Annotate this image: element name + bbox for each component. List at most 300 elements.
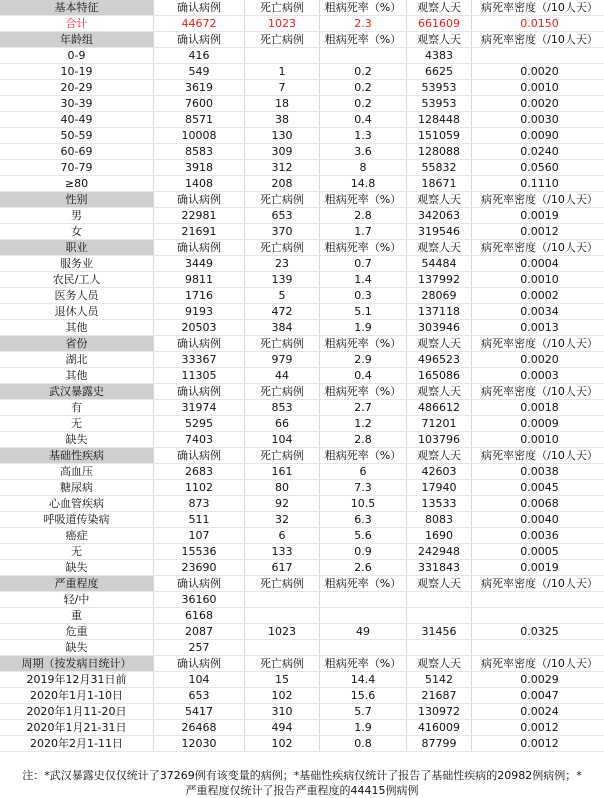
table-cell: 1408 <box>154 176 245 192</box>
table-cell: 确认病例 <box>154 656 245 672</box>
table-cell: 416009 <box>407 720 472 736</box>
table-row <box>0 640 604 656</box>
table-cell: 31974 <box>154 400 245 416</box>
table-cell: 319546 <box>407 224 472 240</box>
section-title-cell: 年龄组 <box>0 32 154 48</box>
table-cell: 0.0010 <box>472 80 604 96</box>
table-cell: 11305 <box>154 368 245 384</box>
table-cell: 653 <box>154 688 245 704</box>
table-row <box>0 480 604 496</box>
table-cell: 310 <box>245 704 320 720</box>
table-row <box>0 112 604 128</box>
row-label-cell: 心血管疾病 <box>0 496 154 512</box>
row-label-cell: 20-29 <box>0 80 154 96</box>
table-cell: 36160 <box>154 592 245 608</box>
table-cell: 1023 <box>245 624 320 640</box>
table-cell: 87799 <box>407 736 472 752</box>
table-cell: 0.0090 <box>472 128 604 144</box>
row-label-cell: 无 <box>0 416 154 432</box>
row-label-cell: 其他 <box>0 368 154 384</box>
table-cell: 8083 <box>407 512 472 528</box>
table-cell: 15536 <box>154 544 245 560</box>
section-title-cell: 省份 <box>0 336 154 352</box>
table-cell: 80 <box>245 480 320 496</box>
table-cell: 观察人天 <box>407 240 472 256</box>
row-label-cell: 呼吸道传染病 <box>0 512 154 528</box>
table-cell: 33367 <box>154 352 245 368</box>
table-cell: 128088 <box>407 144 472 160</box>
table-cell: 病死率密度（/10人天） <box>472 448 604 464</box>
table-cell <box>245 608 320 624</box>
table-cell: 151059 <box>407 128 472 144</box>
table-row <box>0 320 604 336</box>
table-cell: 139 <box>245 272 320 288</box>
table-cell <box>472 640 604 656</box>
row-label-cell: 30-39 <box>0 96 154 112</box>
table-cell: 病死率密度（/10人天） <box>472 336 604 352</box>
table-cell: 1716 <box>154 288 245 304</box>
table-row <box>0 432 604 448</box>
table-cell: 486612 <box>407 400 472 416</box>
table-cell: 12030 <box>154 736 245 752</box>
header-cell: 确认病例 <box>154 0 245 16</box>
table-cell: 粗病死率（%） <box>320 336 407 352</box>
table-cell: 0.2 <box>320 96 407 112</box>
table-cell: 0.3 <box>320 288 407 304</box>
table-cell <box>320 640 407 656</box>
table-cell: 0.0560 <box>472 160 604 176</box>
table-cell: 0.0012 <box>472 224 604 240</box>
table-cell: 病死率密度（/10人天） <box>472 32 604 48</box>
table-cell: 18671 <box>407 176 472 192</box>
table-cell: 71201 <box>407 416 472 432</box>
table-cell: 2.8 <box>320 432 407 448</box>
table-cell: 0.2 <box>320 64 407 80</box>
table-cell: 0.9 <box>320 544 407 560</box>
table-cell: 0.0012 <box>472 720 604 736</box>
table-cell: 66 <box>245 416 320 432</box>
table-cell: 242948 <box>407 544 472 560</box>
table-cell: 死亡病例 <box>245 240 320 256</box>
table-cell: 5295 <box>154 416 245 432</box>
table-cell <box>320 592 407 608</box>
row-label-cell: 缺失 <box>0 640 154 656</box>
table-cell: 103796 <box>407 432 472 448</box>
table-row <box>0 64 604 80</box>
row-label-cell: 2019年12月31日前 <box>0 672 154 688</box>
table-cell: 416 <box>154 48 245 64</box>
table-cell: 10008 <box>154 128 245 144</box>
table-row <box>0 464 604 480</box>
table-cell: 0.0047 <box>472 688 604 704</box>
table-cell: 8583 <box>154 144 245 160</box>
table-cell <box>407 608 472 624</box>
table-cell: 0.0018 <box>472 400 604 416</box>
table-cell: 18 <box>245 96 320 112</box>
table-row <box>0 80 604 96</box>
table-cell: 494 <box>245 720 320 736</box>
table-cell: 2.9 <box>320 352 407 368</box>
table-cell: 873 <box>154 496 245 512</box>
table-cell: 44672 <box>154 16 245 32</box>
table-cell: 5 <box>245 288 320 304</box>
table-cell: 0.0029 <box>472 672 604 688</box>
row-label-cell: 2020年2月1-11日 <box>0 736 154 752</box>
footnote-line: 严重程度仅统计了报告严重程度的44415例病例 <box>185 784 419 797</box>
table-cell: 死亡病例 <box>245 576 320 592</box>
table-cell: 161 <box>245 464 320 480</box>
table-cell: 0.0020 <box>472 64 604 80</box>
table-cell: 22981 <box>154 208 245 224</box>
table-cell: 观察人天 <box>407 336 472 352</box>
table-cell: 0.0034 <box>472 304 604 320</box>
table-cell: 病死率密度（/10人天） <box>472 576 604 592</box>
table-row <box>0 528 604 544</box>
table-cell: 死亡病例 <box>245 448 320 464</box>
table-cell: 0.0019 <box>472 560 604 576</box>
section-header-row <box>0 384 604 400</box>
table-cell: 0.0013 <box>472 320 604 336</box>
table-cell: 2.8 <box>320 208 407 224</box>
table-cell: 5417 <box>154 704 245 720</box>
table-cell: 165086 <box>407 368 472 384</box>
table-cell: 0.0240 <box>472 144 604 160</box>
table-cell: 102 <box>245 688 320 704</box>
table-row <box>0 496 604 512</box>
table-cell: 6 <box>320 464 407 480</box>
row-label-cell: 癌症 <box>0 528 154 544</box>
table-cell: 确认病例 <box>154 576 245 592</box>
table-cell: 0.8 <box>320 736 407 752</box>
row-label-cell: 有 <box>0 400 154 416</box>
table-cell: 观察人天 <box>407 576 472 592</box>
table-cell: 死亡病例 <box>245 384 320 400</box>
table-cell: 303946 <box>407 320 472 336</box>
table-cell: 31456 <box>407 624 472 640</box>
table-cell: 653 <box>245 208 320 224</box>
table-cell <box>245 592 320 608</box>
table-cell: 观察人天 <box>407 656 472 672</box>
table-cell: 7.3 <box>320 480 407 496</box>
table-cell: 死亡病例 <box>245 656 320 672</box>
table-cell <box>320 608 407 624</box>
table-cell: 1.4 <box>320 272 407 288</box>
table-cell: 0.0012 <box>472 736 604 752</box>
table-row <box>0 608 604 624</box>
row-label-cell: 缺失 <box>0 432 154 448</box>
section-title-cell: 基础性疾病 <box>0 448 154 464</box>
table-row <box>0 544 604 560</box>
table-cell: 7 <box>245 80 320 96</box>
table-row <box>0 368 604 384</box>
table-row <box>0 624 604 640</box>
table-cell: 0.2 <box>320 80 407 96</box>
table-row <box>0 304 604 320</box>
table-cell: 26468 <box>154 720 245 736</box>
row-label-cell: 退休人员 <box>0 304 154 320</box>
row-label-cell: 农民/工人 <box>0 272 154 288</box>
table-row <box>0 720 604 736</box>
row-label-cell: 10-19 <box>0 64 154 80</box>
table-cell: 5.1 <box>320 304 407 320</box>
table-row <box>0 288 604 304</box>
row-label-cell: 0-9 <box>0 48 154 64</box>
row-label-cell: 50-59 <box>0 128 154 144</box>
row-label-cell: 湖北 <box>0 352 154 368</box>
table-cell: 死亡病例 <box>245 32 320 48</box>
table-cell: 1.9 <box>320 720 407 736</box>
table-row <box>0 128 604 144</box>
row-label-cell: 60-69 <box>0 144 154 160</box>
table-cell: 10.5 <box>320 496 407 512</box>
table-cell: 0.0010 <box>472 432 604 448</box>
table-cell: 粗病死率（%） <box>320 448 407 464</box>
table-cell: 病死率密度（/10人天） <box>472 240 604 256</box>
table-cell: 130 <box>245 128 320 144</box>
table-cell: 15.6 <box>320 688 407 704</box>
table-cell: 5.7 <box>320 704 407 720</box>
table-cell: 28069 <box>407 288 472 304</box>
row-label-cell: 轻/中 <box>0 592 154 608</box>
table-row <box>0 512 604 528</box>
table-cell: 128448 <box>407 112 472 128</box>
row-label-cell: 2020年1月21-31日 <box>0 720 154 736</box>
table-cell: 0.0010 <box>472 272 604 288</box>
table-cell: 1.2 <box>320 416 407 432</box>
table-cell: 0.0024 <box>472 704 604 720</box>
row-label-cell: 70-79 <box>0 160 154 176</box>
table-cell <box>245 48 320 64</box>
table-cell: 粗病死率（%） <box>320 192 407 208</box>
table-cell: 54484 <box>407 256 472 272</box>
table-cell: 549 <box>154 64 245 80</box>
table-row <box>0 672 604 688</box>
table-cell: 23690 <box>154 560 245 576</box>
table-cell: 979 <box>245 352 320 368</box>
table-cell: 208 <box>245 176 320 192</box>
table-cell: 观察人天 <box>407 192 472 208</box>
table-cell: 38 <box>245 112 320 128</box>
table-cell: 472 <box>245 304 320 320</box>
table-row <box>0 144 604 160</box>
table-row <box>0 400 604 416</box>
row-label-cell: 其他 <box>0 320 154 336</box>
table-cell: 粗病死率（%） <box>320 32 407 48</box>
table-cell: 107 <box>154 528 245 544</box>
row-label-cell: 2020年1月11-20日 <box>0 704 154 720</box>
table-cell: 331843 <box>407 560 472 576</box>
row-label-cell: 重 <box>0 608 154 624</box>
table-cell: 44 <box>245 368 320 384</box>
table-cell: 0.0150 <box>472 16 604 32</box>
table-row <box>0 272 604 288</box>
footnote <box>0 768 604 798</box>
table-cell: 0.0005 <box>472 544 604 560</box>
table-row <box>0 704 604 720</box>
table-cell: 0.0019 <box>472 208 604 224</box>
table-cell: 1.3 <box>320 128 407 144</box>
table-row <box>0 208 604 224</box>
table-cell: 617 <box>245 560 320 576</box>
table-cell: 确认病例 <box>154 336 245 352</box>
table-cell: 死亡病例 <box>245 192 320 208</box>
table-cell <box>472 608 604 624</box>
table-cell: 1.9 <box>320 320 407 336</box>
table-cell: 511 <box>154 512 245 528</box>
table-cell: 0.0036 <box>472 528 604 544</box>
table-cell: 8571 <box>154 112 245 128</box>
table-cell: 1023 <box>245 16 320 32</box>
table-cell: 0.4 <box>320 368 407 384</box>
table-cell: 0.0030 <box>472 112 604 128</box>
table-cell: 8 <box>320 160 407 176</box>
table-cell: 1.7 <box>320 224 407 240</box>
table-cell: 53953 <box>407 80 472 96</box>
row-label-cell: 合计 <box>0 16 154 32</box>
table-cell: 4383 <box>407 48 472 64</box>
section-title-cell: 严重程度 <box>0 576 154 592</box>
table-cell: 观察人天 <box>407 448 472 464</box>
table-cell: 104 <box>154 672 245 688</box>
table-cell: 104 <box>245 432 320 448</box>
table-cell: 1 <box>245 64 320 80</box>
table-cell: 确认病例 <box>154 32 245 48</box>
row-label-cell: 男 <box>0 208 154 224</box>
table-cell: 3.6 <box>320 144 407 160</box>
section-title-cell: 职业 <box>0 240 154 256</box>
header-cell: 粗病死率（%） <box>320 0 407 16</box>
table-row <box>0 688 604 704</box>
row-label-cell: 2020年1月1-10日 <box>0 688 154 704</box>
section-header-row <box>0 192 604 208</box>
table-cell: 2.7 <box>320 400 407 416</box>
table-row <box>0 416 604 432</box>
table-cell: 23 <box>245 256 320 272</box>
table-cell: 粗病死率（%） <box>320 384 407 400</box>
section-header-row <box>0 240 604 256</box>
table-cell: 0.0009 <box>472 416 604 432</box>
table-cell: 32 <box>245 512 320 528</box>
table-cell: 137992 <box>407 272 472 288</box>
section-header-row <box>0 576 604 592</box>
table-cell: 死亡病例 <box>245 336 320 352</box>
table-cell: 0.0325 <box>472 624 604 640</box>
table-header-row <box>0 0 604 16</box>
table-cell: 53953 <box>407 96 472 112</box>
table-cell: 496523 <box>407 352 472 368</box>
table-row <box>0 176 604 192</box>
table-cell: 9193 <box>154 304 245 320</box>
row-label-cell: 女 <box>0 224 154 240</box>
section-header-row <box>0 656 604 672</box>
table-cell: 病死率密度（/10人天） <box>472 656 604 672</box>
table-cell: 0.0002 <box>472 288 604 304</box>
table-cell: 3619 <box>154 80 245 96</box>
table-row <box>0 96 604 112</box>
table-cell: 0.0038 <box>472 464 604 480</box>
table-cell <box>407 592 472 608</box>
row-label-cell: 危重 <box>0 624 154 640</box>
table-cell: 0.4 <box>320 112 407 128</box>
table-cell: 0.0068 <box>472 496 604 512</box>
table-cell: 42603 <box>407 464 472 480</box>
section-header-row <box>0 32 604 48</box>
table-cell: 0.1110 <box>472 176 604 192</box>
row-label-cell: 糖尿病 <box>0 480 154 496</box>
table-cell: 2.6 <box>320 560 407 576</box>
table-cell: 370 <box>245 224 320 240</box>
header-cell: 死亡病例 <box>245 0 320 16</box>
table-cell: 5142 <box>407 672 472 688</box>
header-cell: 病死率密度（/10人天） <box>472 0 604 16</box>
table-cell: 7403 <box>154 432 245 448</box>
total-row <box>0 16 604 32</box>
header-cell: 基本特征 <box>0 0 154 16</box>
table-cell: 病死率密度（/10人天） <box>472 192 604 208</box>
table-cell: 312 <box>245 160 320 176</box>
table-cell: 49 <box>320 624 407 640</box>
table-cell <box>472 48 604 64</box>
table-cell: 0.0020 <box>472 352 604 368</box>
table-cell: 5.6 <box>320 528 407 544</box>
row-label-cell: 医务人员 <box>0 288 154 304</box>
row-label-cell: 无 <box>0 544 154 560</box>
table-cell: 342063 <box>407 208 472 224</box>
table-cell: 0.0045 <box>472 480 604 496</box>
table-cell: 2683 <box>154 464 245 480</box>
table-cell <box>320 48 407 64</box>
table-cell: 确认病例 <box>154 192 245 208</box>
table-cell: 病死率密度（/10人天） <box>472 384 604 400</box>
row-label-cell: ≥80 <box>0 176 154 192</box>
table-cell: 7600 <box>154 96 245 112</box>
table-row <box>0 736 604 752</box>
table-cell: 观察人天 <box>407 384 472 400</box>
section-title-cell: 周期（按发病日统计） <box>0 656 154 672</box>
table-cell: 384 <box>245 320 320 336</box>
table-row <box>0 560 604 576</box>
table-cell: 0.0020 <box>472 96 604 112</box>
table-cell: 1690 <box>407 528 472 544</box>
table-cell <box>407 640 472 656</box>
table-cell: 55832 <box>407 160 472 176</box>
table-cell: 13533 <box>407 496 472 512</box>
row-label-cell: 高血压 <box>0 464 154 480</box>
footnote-line: 注：*武汉暴露史仅仅统计了37269例有该变量的病例；*基础性疾病仅统计了报告了基础性疾病的20982例病例；* <box>22 769 582 782</box>
row-label-cell: 服务业 <box>0 256 154 272</box>
table-cell: 2.3 <box>320 16 407 32</box>
table-cell: 21691 <box>154 224 245 240</box>
table-cell: 257 <box>154 640 245 656</box>
table-cell: 133 <box>245 544 320 560</box>
table-cell: 确认病例 <box>154 240 245 256</box>
table-cell <box>245 640 320 656</box>
row-label-cell: 缺失 <box>0 560 154 576</box>
table-cell: 15 <box>245 672 320 688</box>
table-cell: 20503 <box>154 320 245 336</box>
table-cell: 0.7 <box>320 256 407 272</box>
section-title-cell: 性别 <box>0 192 154 208</box>
table-cell: 661609 <box>407 16 472 32</box>
table-cell: 17940 <box>407 480 472 496</box>
table-cell: 3918 <box>154 160 245 176</box>
table-cell: 1102 <box>154 480 245 496</box>
table-cell: 确认病例 <box>154 448 245 464</box>
table-cell: 102 <box>245 736 320 752</box>
table-row <box>0 256 604 272</box>
row-label-cell: 40-49 <box>0 112 154 128</box>
table-cell <box>472 592 604 608</box>
